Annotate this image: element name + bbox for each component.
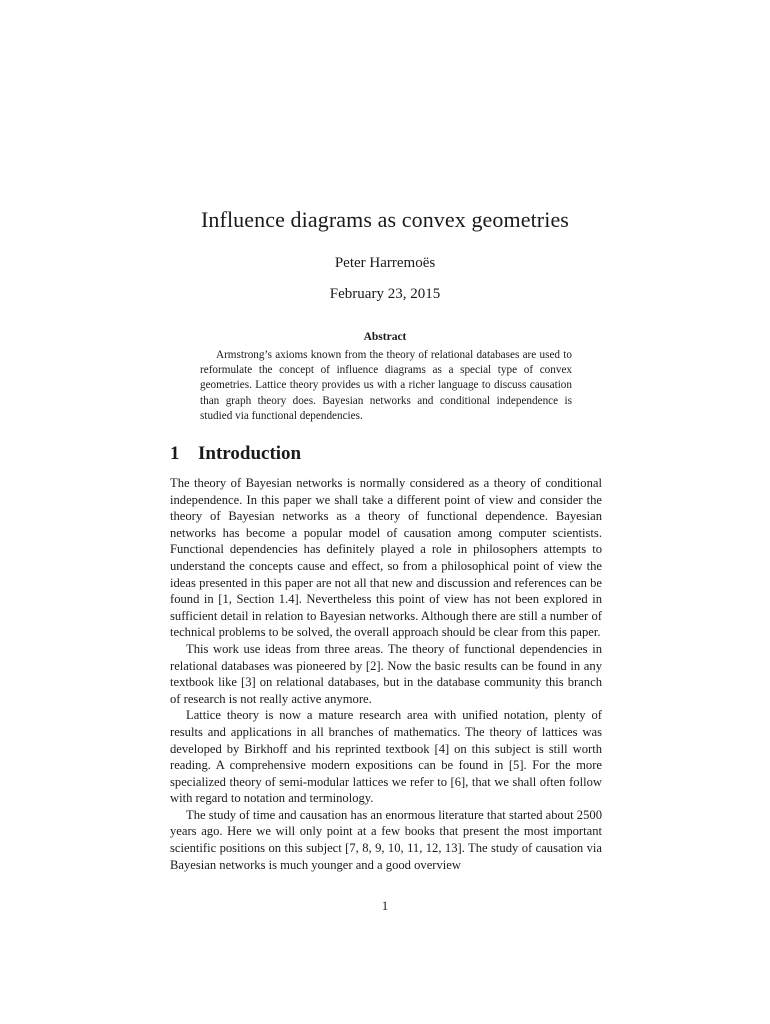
paragraph: This work use ideas from three areas. The theory of functional dependencies in relational databases was pioneered by [2]. Now the basic results can be found in any textbook like [3] on relational databases, but in the database community this branch of research is not really active anymore. bbox=[170, 641, 602, 706]
paper-author: Peter Harremoës bbox=[334, 255, 436, 271]
paragraph: The study of time and causation has an enormous literature that started about 2500 years ago. Here we will only point at a few books that present the most important scientific positions on this subject [7, 8, 9, 10, 11, 12, 13]. The study of causation via Bayesian networks is much younger and a good overview bbox=[170, 807, 602, 872]
section-heading bbox=[170, 443, 301, 465]
paper-title: Influence diagrams as convex geometries bbox=[201, 207, 569, 232]
page-number: 1 bbox=[381, 899, 389, 913]
section-number: 1 bbox=[170, 443, 180, 464]
section-title: Introduction bbox=[198, 443, 302, 464]
paragraph: The theory of Bayesian networks is normally considered as a theory of conditional independence. In this paper we shall take a different point of view and consider the theory of Bayesian networks as a theory of functional dependence. Bayesian networks has become a popular model of causation among computer scientists. Functional dependencies has definitely played a role in philosophers attempts to understand the concepts cause and effect, so from a philosophical point of view the ideas presented in this paper are not all that new and discussion and references can be found in [1, Section 1.4]. Nevertheless this point of view has not been explored in sufficient detail in relation to Bayesian networks. Although there are still a number of technical problems to be solved, the overall approach should be clear from this paper. bbox=[170, 476, 602, 640]
paper-date: February 23, 2015 bbox=[329, 286, 441, 302]
paragraph: Lattice theory is now a mature research area with unified notation, plenty of results and applications in all branches of mathematics. The theory of lattices was developed by Birkhoff and his reprinted textbook [4] on this subject is still worth reading. A comprehensive modern expositions can be found in [5]. For the more specialized theory of semi-modular lattices we refer to [6], that we shall often follow with regard to notation and terminology. bbox=[170, 708, 602, 806]
section-body bbox=[170, 475, 602, 873]
abstract-text: Armstrong’s axioms known from the theory of relational databases are used to reformulate the concept of influence diagrams as a special type of convex geometries. Lattice theory provides us with a richer language to discuss causation than graph theory does. Bayesian networks and conditional independence is studied via functional dependencies. bbox=[200, 349, 572, 422]
abstract-heading: Abstract bbox=[363, 331, 407, 343]
